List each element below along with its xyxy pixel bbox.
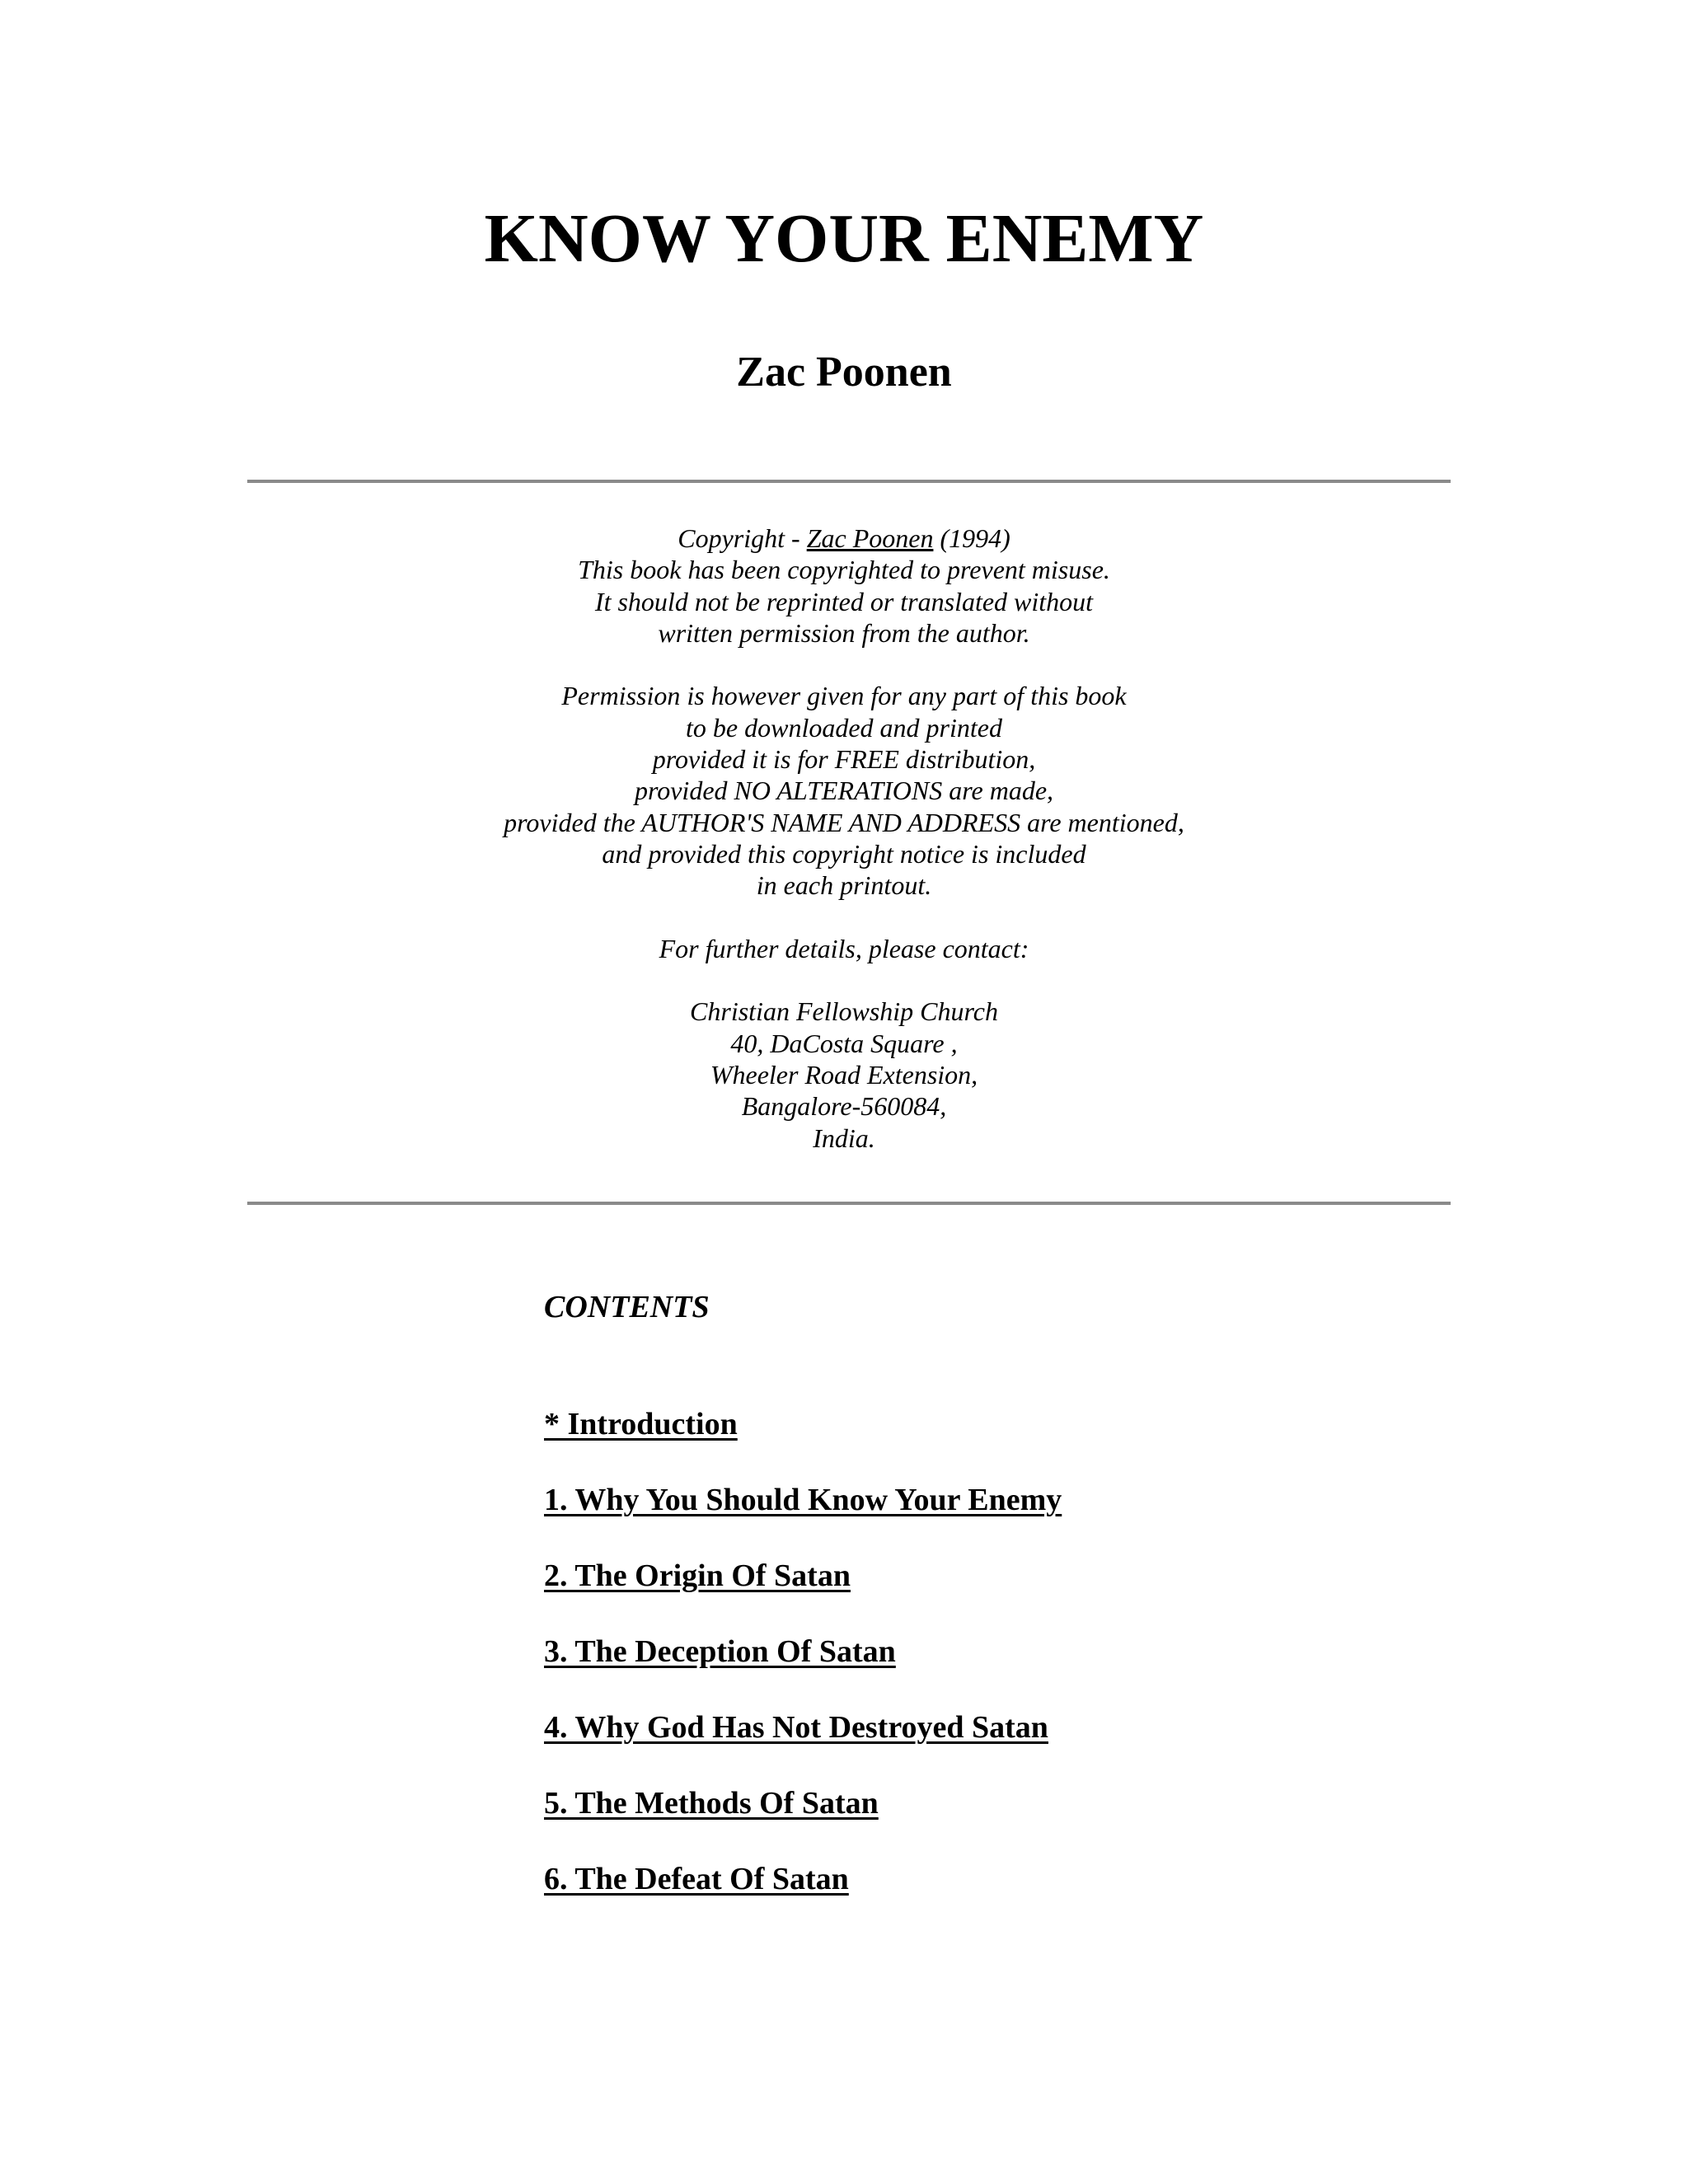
toc-link-chapter-5[interactable]: 5. The Methods Of Satan <box>544 1786 879 1821</box>
toc-link-chapter-6[interactable]: 6. The Defeat Of Satan <box>544 1862 849 1896</box>
address-line: Wheeler Road Extension, <box>710 1060 978 1090</box>
copyright-text: This book has been copyrighted to prevent misuse. <box>578 555 1110 585</box>
toc-item <box>544 1553 1062 1629</box>
permission-text: provided it is for FREE distribution, <box>652 744 1036 775</box>
toc-item <box>544 1401 1062 1477</box>
copyright-notice <box>0 523 1688 1154</box>
author-link[interactable]: Zac Poonen <box>806 523 934 553</box>
address-line: 40, DaCosta Square , <box>730 1028 958 1058</box>
toc-link-chapter-3[interactable]: 3. The Deception Of Satan <box>544 1634 896 1669</box>
copyright-line <box>0 523 1688 554</box>
paragraph-gap <box>0 649 1688 680</box>
permission-text: in each printout. <box>756 870 932 901</box>
toc-link-introduction[interactable]: * Introduction <box>544 1407 738 1441</box>
permission-text: and provided this copyright notice is included <box>602 838 1086 869</box>
permission-text: Permission is however given for any part of this book <box>561 681 1127 711</box>
copyright-text: It should not be reprinted or translated without <box>594 586 1094 616</box>
divider-top <box>247 480 1451 483</box>
copyright-text: written permission from the author. <box>658 617 1030 648</box>
permission-text: provided NO ALTERATIONS are made, <box>634 776 1054 806</box>
toc-item <box>544 1856 1062 1932</box>
address-line: Bangalore-560084, <box>741 1091 947 1122</box>
toc-item <box>544 1629 1062 1704</box>
contact-intro: For further details, please contact: <box>659 933 1029 963</box>
book-author: Zac Poonen <box>736 349 952 396</box>
toc-item <box>544 1780 1062 1856</box>
paragraph-gap <box>0 902 1688 933</box>
permission-text: provided the AUTHOR'S NAME AND ADDRESS are mentioned, <box>504 807 1184 837</box>
table-of-contents <box>544 1401 1062 1932</box>
contents-heading: CONTENTS <box>544 1290 710 1324</box>
paragraph-gap <box>0 964 1688 996</box>
toc-link-chapter-2[interactable]: 2. The Origin Of Satan <box>544 1558 851 1593</box>
permission-text: to be downloaded and printed <box>686 712 1002 743</box>
divider-bottom <box>247 1202 1451 1205</box>
toc-link-chapter-1[interactable]: 1. Why You Should Know Your Enemy <box>544 1483 1062 1517</box>
address-line: Christian Fellowship Church <box>690 996 998 1027</box>
toc-link-chapter-4[interactable]: 4. Why God Has Not Destroyed Satan <box>544 1710 1048 1745</box>
book-title: KNOW YOUR ENEMY <box>484 200 1204 277</box>
toc-item <box>544 1477 1062 1553</box>
copyright-year: (1994) <box>933 523 1010 553</box>
toc-item <box>544 1704 1062 1780</box>
address-line: India. <box>813 1122 875 1153</box>
copyright-prefix: Copyright - <box>678 523 807 553</box>
